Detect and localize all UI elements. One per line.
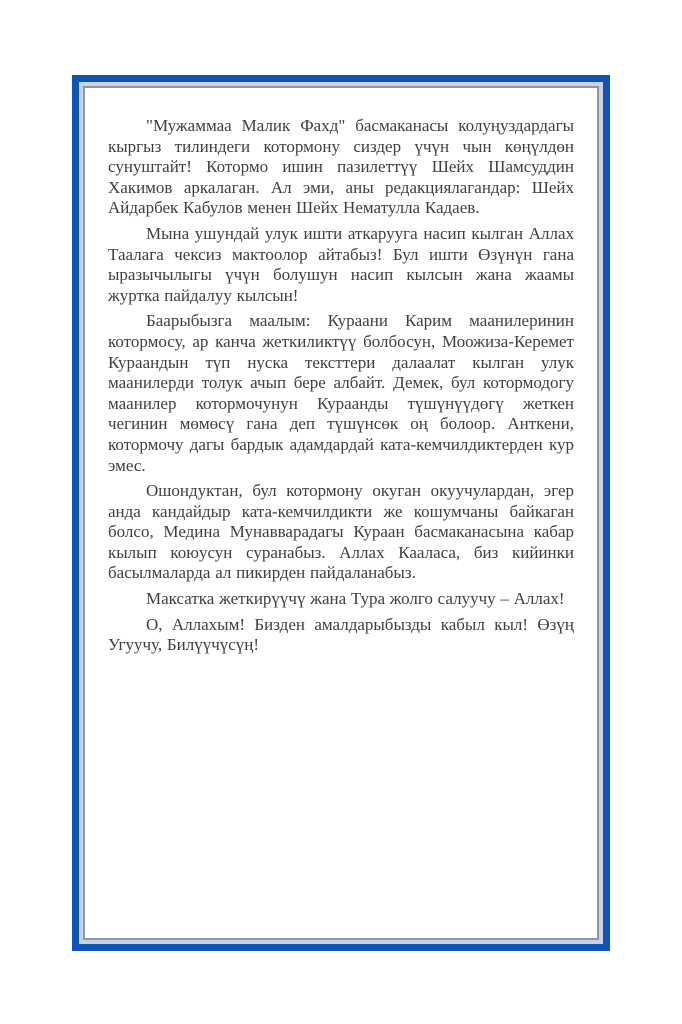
paragraph-praise: Мына ушундай улук ишти аткарууга насип кылган Аллах Таалага чексиз мактоолор айтабыз! Бул ишти Өзүнүн гана ыразычылыгы үчүн болушун насип кылсын жана жаамы журтка пайдалуу кылсын! xyxy=(108,223,574,305)
page-text-block xyxy=(85,88,597,938)
paragraph-dua: О, Аллахым! Бизден амалдарыбызды кабыл кыл! Өзүң Угуучу, Билүүчүсүң! xyxy=(108,614,574,655)
page-border-line xyxy=(83,86,599,940)
paragraph-feedback-request: Ошондуктан, бул котормону окуган окуучулардан, эгер анда кандайдыр ката-кемчилдикти же кошумчаны байкаган болсо, Медина Мунавварадагы Кураан басмаканасына кабар кылып коюусун суранабыз. Аллах Кааласа, биз кийинки басылмаларда ал пикирден пайдаланабыз. xyxy=(108,481,574,583)
paragraph-publisher-note: "Мужаммаа Малик Фахд" басмаканасы колуңуздардагы кыргыз тилиндеги котормону сиздер үчүн чын көңүлдөн сунуштайт! Котормо ишин пазилеттүү Шейх Шамсуддин Хакимов аркалаган. Ал эми, аны редакциялагандар: Шейх Айдарбек Кабулов менен Шейх Нематулла Кадаев. xyxy=(108,116,574,218)
paragraph-guidance: Максатка жеткирүүчү жана Тура жолго салуучу – Аллах! xyxy=(146,589,565,609)
page-border-frame xyxy=(72,75,610,951)
page-border-band xyxy=(79,82,603,944)
paragraph-translation-limits: Баарыбызга маалым: Кураани Карим маанилеринин котормосу, ар канча жеткиликтүү болбосун, Моожиза-Керемет Кураандын түп нуска тексттери далаалат кылган улук маанилерди толук ачып бере албайт. Демек, бул котормодогу маанилер котормочунун Кураанды түшүнүүдөгү жеткен чегинин мөмөсү гана деп түшүнсөк оң болоор. Анткени, котормочу дагы бардык адамдардай ката-кемчилдиктерден кур эмес. xyxy=(108,311,574,475)
